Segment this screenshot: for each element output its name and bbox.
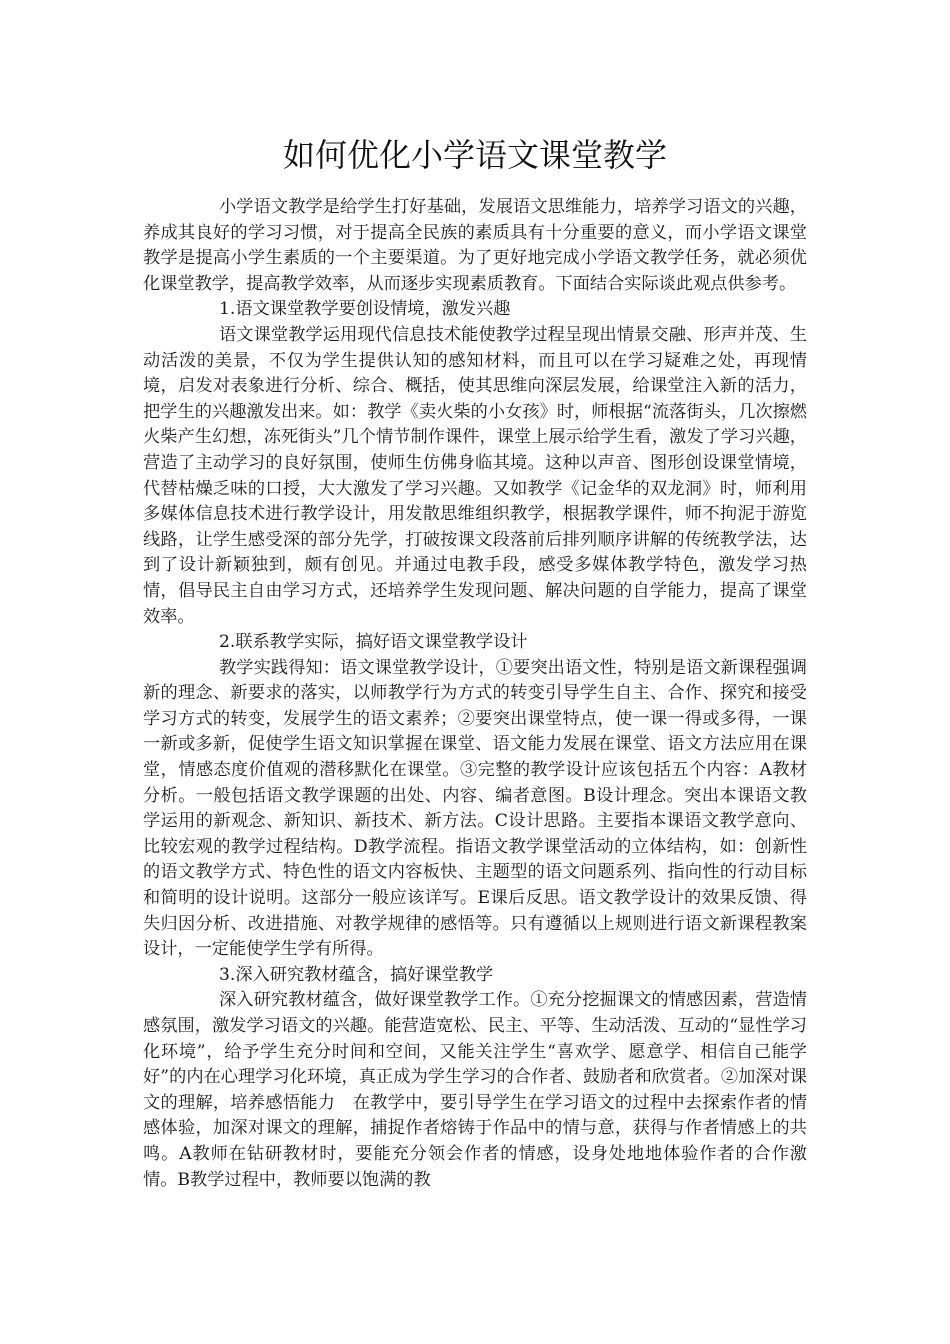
section-heading-2: 2.联系教学实际，搞好语文课堂教学设计 — [219, 632, 528, 653]
section-paragraph-1: 语文课堂教学运用现代信息技术能使教学过程呈现出情景交融、形声并茂、生动活泼的美景，不仅为学生提供认知的感知材料，而且可以在学习疑难之处，再现情境，启发对表象进行分析、综合、概括，使其思维向深层发展，给课堂注入新的活力，把学生的兴趣激发出来。如：教学《卖火柴的小女孩》时，师根据“流落街头，几次擦燃火柴产生幻想，冻死街头”几个情节制作课件，课堂上展示给学生看，激发了学习兴趣，营造了主动学习的良好氛围，使师生仿佛身临其境。这种以声音、图形创设课堂情境，代替枯燥乏味的口授，大大激发了学习兴趣。又如教学《记金华的双龙洞》时，师利用多媒体信息技术进行教学设计，用发散思维组织教学，根据教学课件，师不拘泥于游览线路，让学生感受深的部分先学，打破按课文段落前后排列顺序讲解的传统教学法，达到了设计新颖独到，颇有创见。并通过电教手段，感受多媒体教学特色，激发学习热情，倡导民主自由学习方式，还培养学生发现问题、解决问题的自学能力，提高了课堂效率。 — [143, 324, 807, 627]
section-heading-1: 1.语文课堂教学要创设情境，激发兴趣 — [219, 299, 511, 320]
section-paragraph-3: 深入研究教材蕴含，做好课堂教学工作。①充分挖掘课文的情感因素，营造情感氛围，激发学习语文的兴趣。能营造宽松、民主、平等、生动活泼、互动的“显性学习化环境”，给予学生充分时间和空间，又能关注学生“喜欢学、愿意学、相信自己能学好”的内在心理学习化环境，真正成为学生学习的合作者、鼓励者和欣赏者。②加深对课文的理解，培养感悟能力 在教学中，要引导学生在学习语文的过程中去探索作者的情感体验，加深对课文的理解，捕捉作者熔铸于作品中的情与意，获得与作者情感上的共鸣。A教师在钻研教材时，要能充分领会作者的情感，设身处地地体验作者的合作激情。B教学过程中，教师要以饱满的教 — [143, 990, 807, 1190]
document-body — [143, 195, 807, 1193]
document-title: 如何优化小学语文课堂教学 — [282, 136, 667, 174]
intro-paragraph: 小学语文教学是给学生打好基础，发展语文思维能力，培养学习语文的兴趣，养成其良好的学习习惯，对于提高全民族的素质具有十分重要的意义，而小学语文课堂教学是提高小学生素质的一个主要渠道。为了更好地完成小学语文教学任务，就必须优化课堂教学，提高教学效率，从而逐步实现素质教育。下面结合实际谈此观点供参考。 — [143, 197, 807, 294]
document-page — [143, 0, 807, 1193]
section-paragraph-2: 教学实践得知：语文课堂教学设计，①要突出语文性，特别是语文新课程强调新的理念、新要求的落实，以师教学行为方式的转变引导学生自主、合作、探究和接受学习方式的转变，发展学生的语文素养；②要突出课堂特点，使一课一得或多得，一课一新或多新，促使学生语文知识掌握在课堂、语文能力发展在课堂、语文方法应用在课堂，情感态度价值观的潜移默化在课堂。③完整的教学设计应该包括五个内容：A教材分析。一般包括语文教学课题的出处、内容、编者意图。B设计理念。突出本课语文教学运用的新观念、新知识、新技术、新方法。C设计思路。主要指本课语文教学意向、比较宏观的教学过程结构。D教学流程。指语文教学课堂活动的立体结构，如：创新性的语文教学方式、特色性的语文内容板快、主题型的语文问题系列、指向性的行动目标和简明的设计说明。这部分一般应该详写。E课后反思。语文教学设计的效果反馈、得失归因分析、改进措施、对教学规律的感悟等。只有遵循以上规则进行语文新课程教案设计，一定能使学生学有所得。 — [143, 657, 807, 960]
section-heading-3: 3.深入研究教材蕴含，搞好课堂教学 — [219, 964, 494, 985]
